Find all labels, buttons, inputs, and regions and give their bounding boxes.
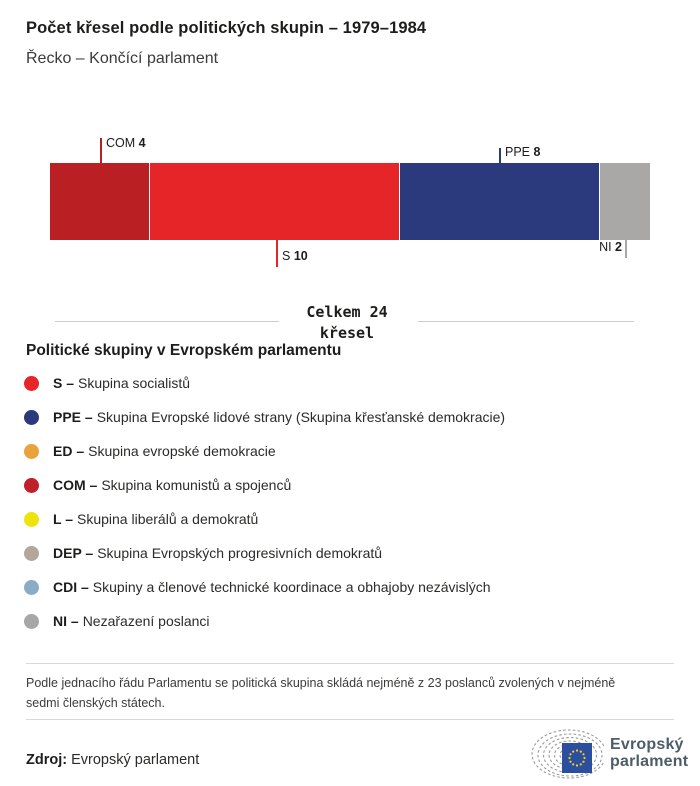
hemicycle-flag-icon	[528, 726, 604, 780]
bar-label-ppe	[505, 145, 540, 159]
legend-label-ppe: PPE – Skupina Evropské lidové strany (Skupina křesťanské demokracie)	[53, 409, 506, 425]
legend-heading: Politické skupiny v Evropském parlamentu	[26, 342, 342, 359]
logo-wordmark	[610, 736, 688, 770]
bar-label-s-seats: 10	[293, 249, 308, 263]
legend-list	[24, 366, 674, 638]
bar-label-ni-group: NI	[599, 240, 612, 254]
bar-tick-com	[100, 138, 102, 163]
bar-tick-s	[276, 240, 278, 267]
legend-dot-com	[24, 478, 39, 493]
legend-dot-ed	[24, 444, 39, 459]
bar-segment-com	[50, 163, 150, 240]
page-subtitle: Řecko – Končící parlament	[26, 50, 219, 67]
legend-label-ed: ED – Skupina evropské demokracie	[53, 443, 276, 459]
bar-label-ni-seats: 2	[615, 240, 622, 254]
legend-label-ni: NI – Nezařazení poslanci	[53, 613, 210, 629]
total-seats-label	[277, 302, 417, 343]
legend-item-ppe	[24, 400, 674, 434]
legend-item-ed	[24, 434, 674, 468]
legend-dot-cdi	[24, 580, 39, 595]
total-seats-line1: Celkem 24	[306, 303, 388, 321]
page-title: Počet křesel podle politických skupin – 1979–1984	[26, 19, 427, 37]
legend-item-ni	[24, 604, 674, 638]
bar-segment-ni	[600, 163, 650, 240]
bar-tick-ppe	[499, 148, 501, 163]
eu-flag	[562, 743, 592, 773]
legend-dot-ni	[24, 614, 39, 629]
legend-dot-s	[24, 376, 39, 391]
legend-label-l: L – Skupina liberálů a demokratů	[53, 511, 259, 527]
legend-dot-dep	[24, 546, 39, 561]
divider-top	[26, 663, 674, 664]
bar-label-ppe-seats: 8	[533, 145, 541, 159]
bar-label-com-seats: 4	[138, 136, 146, 150]
legend-item-l	[24, 502, 674, 536]
bar-label-s	[282, 249, 308, 263]
legend-label-com: COM – Skupina komunistů a spojenců	[53, 477, 292, 493]
stacked-bar	[50, 163, 650, 240]
bar-label-s-group: S	[282, 249, 291, 263]
logo-wordmark-line2: parlament	[610, 753, 689, 770]
source-label: Zdroj:	[26, 752, 68, 768]
legend-item-cdi	[24, 570, 674, 604]
total-seats-line2: křesel	[319, 323, 375, 342]
footnote-text: Podle jednacího řádu Parlamentu se politická skupina skládá nejméně z 23 poslanců zvolených v nejméně sedmi členských státech.	[26, 676, 616, 710]
bar-segment-ppe	[400, 163, 600, 240]
legend-item-com	[24, 468, 674, 502]
bar-label-ppe-group: PPE	[505, 145, 531, 159]
logo-wordmark-line1: Evropský	[610, 736, 684, 753]
legend-label-cdi: CDI – Skupiny a členové technické koordinace a obhajoby nezávislých	[53, 579, 491, 595]
divider-bottom	[26, 719, 674, 720]
legend-dot-l	[24, 512, 39, 527]
european-parliament-logo	[528, 726, 692, 780]
bar-label-com	[106, 136, 146, 150]
bar-label-ni	[558, 240, 622, 254]
legend-label-s: S – Skupina socialistů	[53, 375, 191, 391]
bar-tick-ni	[625, 240, 627, 258]
legend-label-dep: DEP – Skupina Evropských progresivních demokratů	[53, 545, 383, 561]
legend-dot-ppe	[24, 410, 39, 425]
total-rule-right	[418, 321, 634, 322]
total-rule-left	[55, 321, 279, 322]
source-line	[26, 752, 199, 768]
source-value: Evropský parlament	[71, 752, 200, 768]
bar-segment-s	[150, 163, 400, 240]
legend-item-s	[24, 366, 674, 400]
legend-item-dep	[24, 536, 674, 570]
bar-label-com-group: COM	[106, 136, 136, 150]
